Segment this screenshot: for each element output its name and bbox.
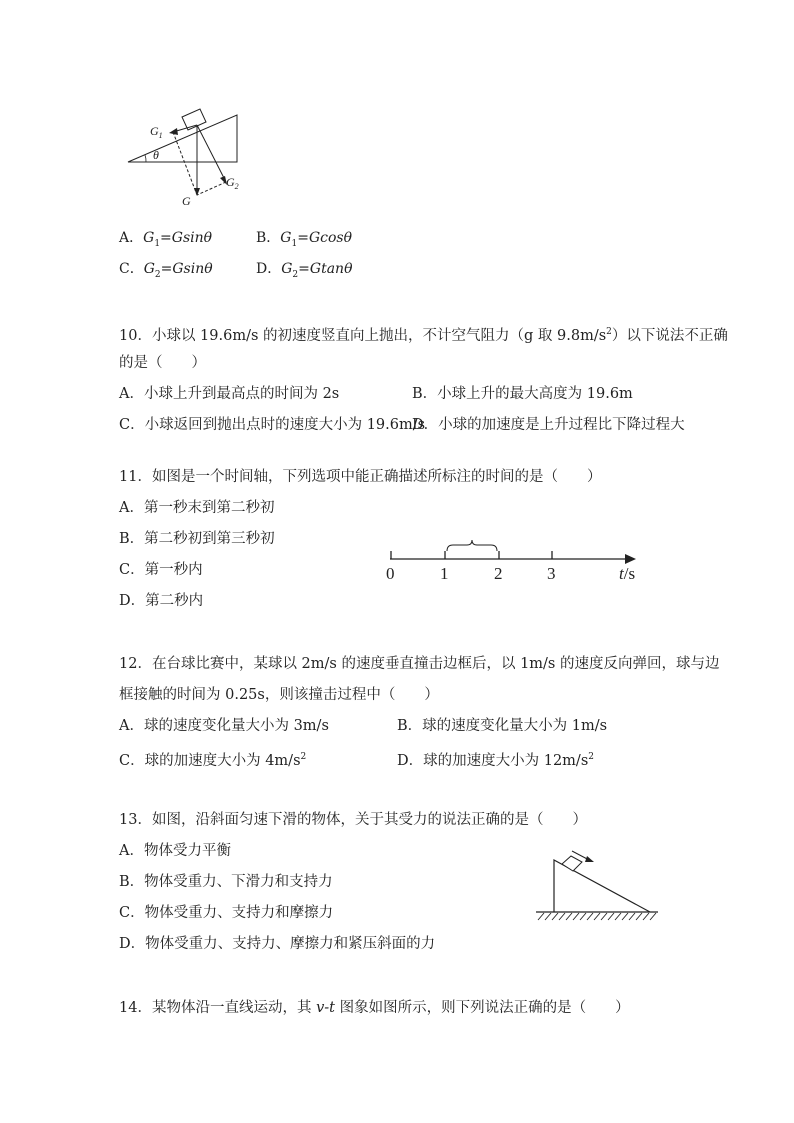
q9-option-b[interactable] xyxy=(256,229,352,253)
q13-option-d[interactable]: D．物体受重力、支持力、摩擦力和紧压斜面的力 xyxy=(119,936,436,952)
q10-option-a[interactable]: A．小球上升到最高点的时间为 2s xyxy=(119,386,340,402)
tick-label-1: 1 xyxy=(440,564,449,583)
q12-option-d[interactable]: D．球的加速度大小为 $12m/s^2$ xyxy=(397,752,594,769)
option-label: B． xyxy=(256,230,281,246)
q13-option-b[interactable]: B．物体受重力、下滑力和支持力 xyxy=(119,874,333,890)
label-G: G xyxy=(182,194,191,208)
option-lhs: G xyxy=(281,261,293,277)
option-eq: = xyxy=(297,230,309,246)
sliding-block xyxy=(562,856,582,871)
q9-incline-force-diagram xyxy=(120,100,260,215)
tick-label-2: 2 xyxy=(494,564,503,583)
option-lhs: G xyxy=(280,230,292,246)
q10-option-d[interactable]: D．小球的加速度是上升过程比下降过程大 xyxy=(412,417,685,433)
q13-incline-diagram xyxy=(532,842,662,922)
option-eq: = xyxy=(298,261,310,277)
brace xyxy=(447,540,497,551)
tick-label-3: 3 xyxy=(547,564,556,583)
q13-stem: 13．如图，沿斜面匀速下滑的物体，关于其受力的说法正确的是（ ） xyxy=(119,812,587,828)
q9-option-a[interactable] xyxy=(119,229,212,253)
label-theta: θ xyxy=(153,148,159,162)
option-eq: = xyxy=(160,230,172,246)
q11-option-c[interactable]: C．第一秒内 xyxy=(119,562,203,578)
option-rhs: Gsinθ xyxy=(172,261,213,277)
q11-time-axis xyxy=(380,535,650,590)
ground-hatching xyxy=(538,913,656,920)
incline-triangle xyxy=(128,115,237,162)
q13-option-c[interactable]: C．物体受重力、支持力和摩擦力 xyxy=(119,905,334,921)
q13-option-a[interactable]: A．物体受力平衡 xyxy=(119,843,231,859)
option-eq: = xyxy=(160,261,173,277)
q10-stem-line1: 10．小球以 19.6m/s 的初速度竖直向上抛出，不计空气阻力（g 取 $9.8m/s^2$）以下说法不正确 xyxy=(119,327,728,344)
q10-option-b[interactable]: B．小球上升的最大高度为 19.6m xyxy=(412,386,633,402)
option-rhs: Gcosθ xyxy=(308,230,353,246)
option-sub: 2 xyxy=(154,269,161,280)
q12-option-c[interactable]: C．球的加速度大小为 $4m/s^2$ xyxy=(119,752,307,769)
axis-unit-label: t/s xyxy=(619,564,636,583)
q11-stem: 11．如图是一个时间轴，下列选项中能正确描述所标注的时间的是（ ） xyxy=(119,469,602,485)
option-sub: 2 xyxy=(292,269,299,280)
option-sub: 1 xyxy=(291,238,298,249)
option-sub: 1 xyxy=(154,238,161,249)
q10-stem-line2: 的是（ ） xyxy=(119,355,206,371)
q11-option-d[interactable]: D．第二秒内 xyxy=(119,593,204,609)
option-rhs: Gtanθ xyxy=(309,261,353,277)
q12-stem-line2: 框接触的时间为 0.25s，则该撞击过程中（ ） xyxy=(119,687,439,703)
tick-label-0: 0 xyxy=(386,564,395,583)
option-label: D． xyxy=(256,261,282,277)
option-label: C． xyxy=(119,261,144,277)
label-G1: $G_1$ xyxy=(150,124,163,140)
option-lhs: G xyxy=(143,261,155,277)
q14-stem: 14．某物体沿一直线运动，其 v-t 图象如图所示，则下列说法正确的是（ ） xyxy=(119,1000,630,1016)
option-label: A． xyxy=(119,230,144,246)
q12-stem-line1: 12．在台球比赛中，某球以 2m/s 的速度垂直撞击边框后，以 1m/s 的速度反向弹回，球与边 xyxy=(119,656,720,672)
q11-option-b[interactable]: B．第二秒初到第三秒初 xyxy=(119,531,275,547)
q12-option-a[interactable]: A．球的速度变化量大小为 3m/s xyxy=(119,718,329,734)
label-G2: $G_2$ xyxy=(226,175,239,191)
q9-option-c[interactable] xyxy=(119,260,213,284)
q12-option-b[interactable]: B．球的速度变化量大小为 1m/s xyxy=(397,718,608,734)
option-lhs: G xyxy=(143,230,155,246)
q9-option-d[interactable] xyxy=(256,260,353,284)
block xyxy=(182,109,206,130)
q11-option-a[interactable]: A．第一秒末到第二秒初 xyxy=(119,500,275,516)
option-rhs: Gsinθ xyxy=(171,230,213,246)
q10-option-c[interactable]: C．小球返回到抛出点时的速度大小为 19.6m/s xyxy=(119,417,426,433)
